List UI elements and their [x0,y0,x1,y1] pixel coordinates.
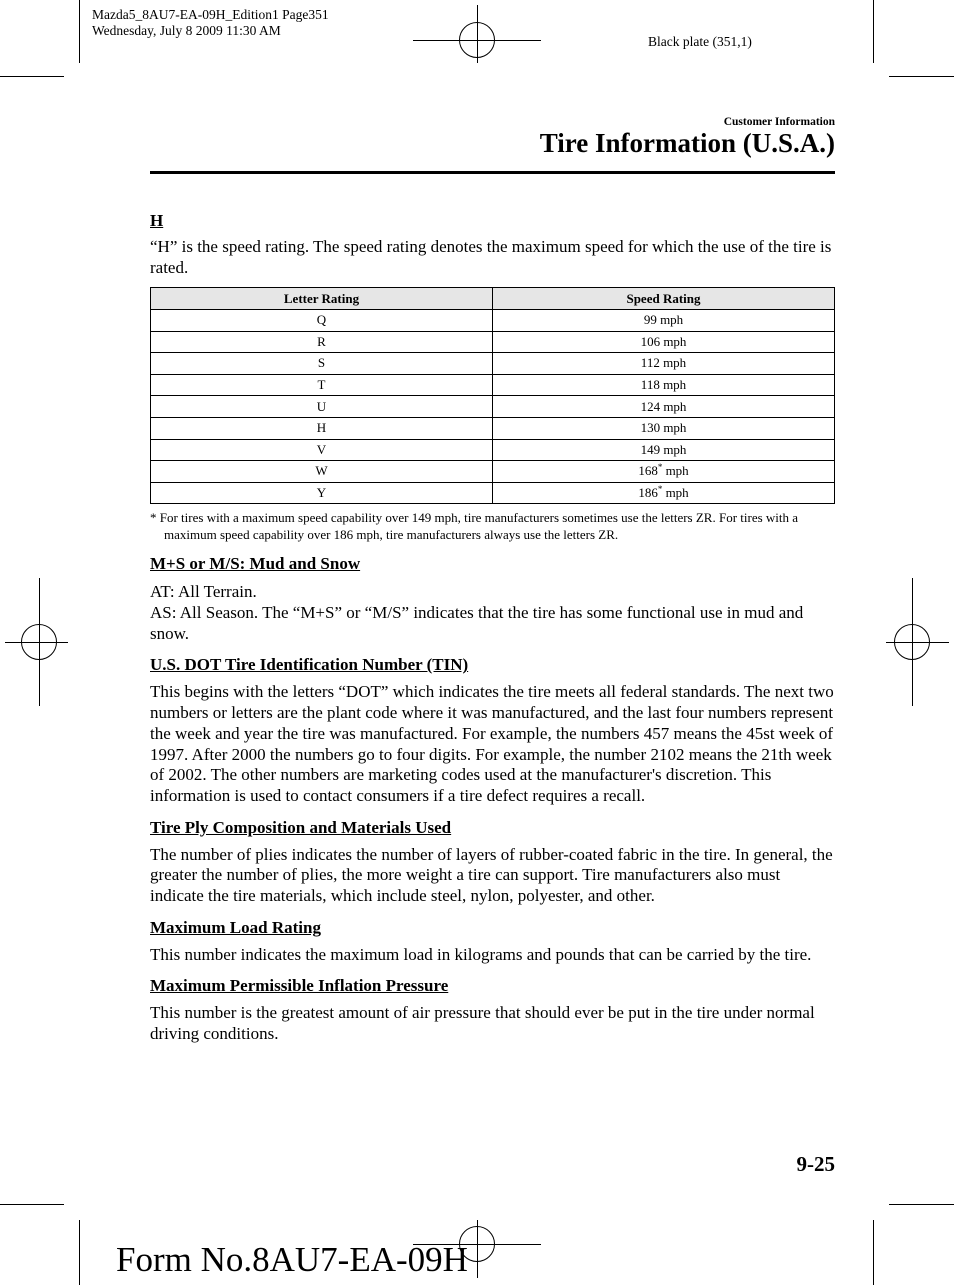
section-heading: M+S or M/S: Mud and Snow [150,554,361,574]
speed-cell: 149 mph [493,439,835,461]
footnote-mark: * [657,484,663,495]
speed-unit: mph [662,463,689,479]
section-heading: Maximum Load Rating [150,917,321,937]
letter-cell: R [151,331,493,353]
table-row [151,396,835,418]
section-ply [150,817,836,907]
speed-rating-heading: H [150,211,164,230]
page-title: Tire Information (U.S.A.) [539,128,835,158]
table-row [151,482,835,504]
print-metadata [92,7,329,39]
speed-value: 186 [638,485,658,501]
plate-label: Black plate (351,1) [648,34,752,49]
section-text: This number indicates the maximum load in kilograms and pounds that can be carried by the tire. [150,944,812,964]
column-header-letter: Letter Rating [151,288,493,310]
letter-cell: Y [151,482,493,504]
footnote-mark: * [657,462,663,473]
print-date-line: Wednesday, July 8 2009 11:30 AM [92,23,281,38]
table-row [151,331,835,353]
speed-cell: 124 mph [493,396,835,418]
table-row [151,439,835,461]
section-heading: Maximum Permissible Inflation Pressure [150,976,449,996]
section-text: This number is the greatest amount of air pressure that should ever be put in the tire under normal driving conditions. [150,1003,815,1044]
page-number: 9-25 [796,1152,835,1176]
column-header-speed: Speed Rating [493,288,835,310]
speed-cell: 130 mph [493,417,835,439]
section-inflation [150,975,836,1044]
speed-cell [493,461,835,483]
section-heading: Tire Ply Composition and Materials Used [150,817,452,837]
letter-cell: Q [151,310,493,332]
speed-cell: 112 mph [493,353,835,375]
form-number: Form No.8AU7-EA-09H [116,1240,468,1279]
section-text: AS: All Season. The “M+S” or “M/S” indicates that the tire has some functional use in mud and snow. [150,603,804,643]
speed-cell: 99 mph [493,310,835,332]
section-text: This begins with the letters “DOT” which indicates the tire meets all federal standards. The next two numbers or letters are the plant code where it was manufactured, and the last four numbers represent the week and year the tire was manufactured. For example, the numbers 457 means the 45st week of 1997. After 2000 the numbers go to four digits. For example, the number 2102 means the 21th week of 2002. The other numbers are marketing codes used at the manufacturer's discretion. This information is used to contact consumers if a tire defect requires a recall. [150,682,834,805]
section-text: AT: All Terrain. [150,582,257,602]
section-label: Customer Information [723,116,835,128]
table-footnote: * For tires with a maximum speed capability over 149 mph, tire manufacturers sometimes use the letters ZR. For tires with a maximum speed capability over 186 mph, tire manufacturers always use the letters ZR. [150,510,799,543]
speed-cell: 118 mph [493,374,835,396]
section-max-load [150,917,836,966]
section-mud-snow [150,553,836,644]
speed-rating-table [150,287,835,504]
section-text: The number of plies indicates the number of layers of rubber-coated fabric in the tire. In general, the greater the number of plies, the more weight a tire can support. Tire manufacturers also must indicate the tire materials, which include steel, nylon, polyester, and other. [150,844,833,906]
letter-cell: V [151,439,493,461]
letter-cell: H [151,417,493,439]
title-rule [150,171,835,174]
table-row [151,417,835,439]
table-header-row [151,288,835,310]
letter-cell: U [151,396,493,418]
speed-value: 168 [638,463,658,479]
main-content [150,210,836,1045]
table-row [151,310,835,332]
section-heading: U.S. DOT Tire Identification Number (TIN) [150,655,469,675]
speed-unit: mph [662,485,689,501]
table-row [151,374,835,396]
print-file-line: Mazda5_8AU7-EA-09H_Edition1 Page351 [92,7,329,22]
speed-cell: 106 mph [493,331,835,353]
section-tin [150,654,836,806]
speed-rating-text: “H” is the speed rating. The speed rating denotes the maximum speed for which the use of the tire is rated. [150,237,832,277]
table-row [151,461,835,483]
speed-cell [493,482,835,504]
letter-cell: W [151,461,493,483]
table-row [151,353,835,375]
letter-cell: S [151,353,493,375]
letter-cell: T [151,374,493,396]
